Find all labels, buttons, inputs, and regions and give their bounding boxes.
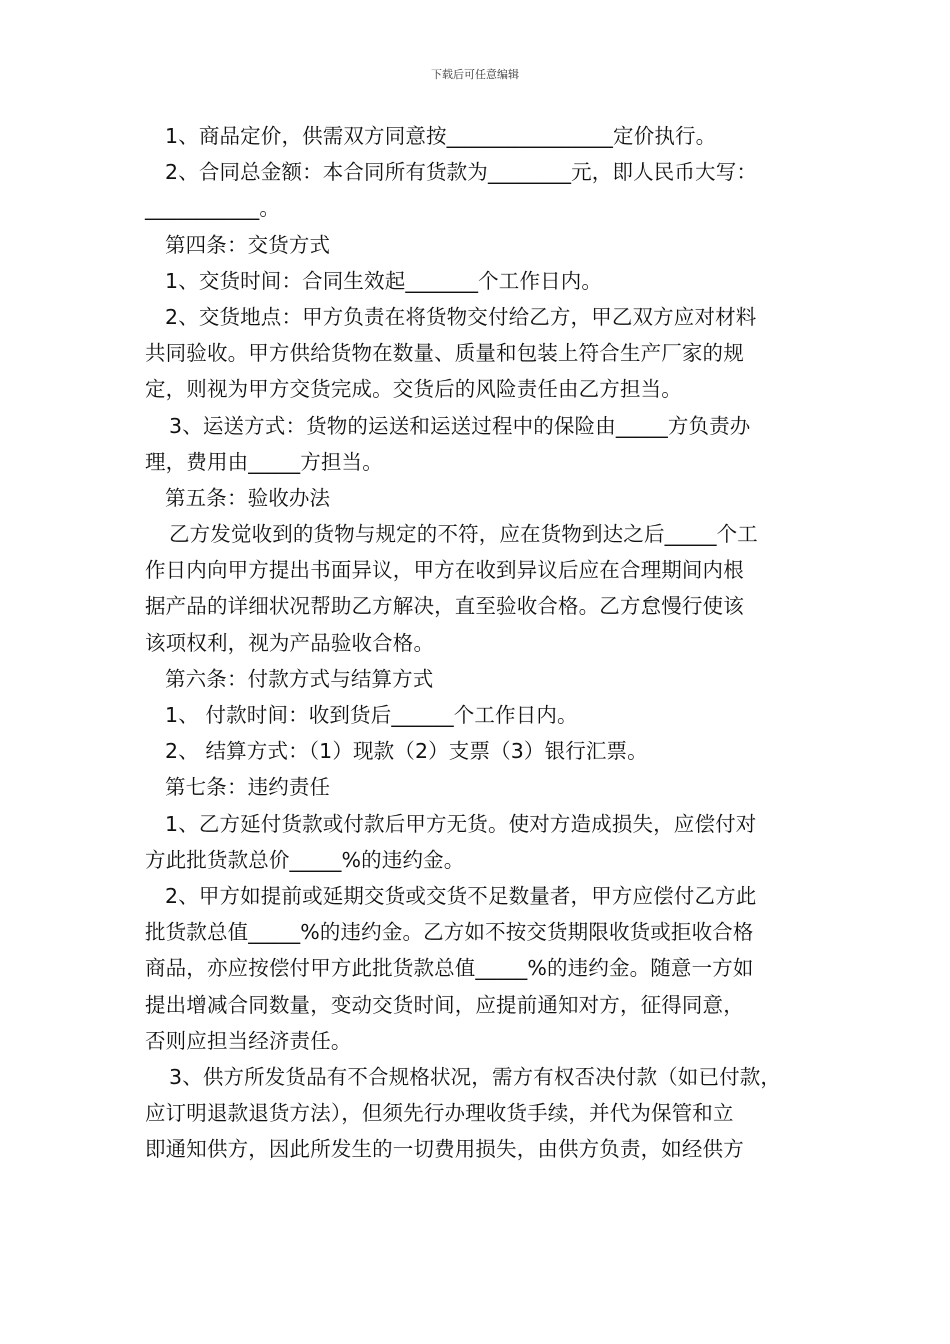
page-header: 下载后可任意编辑 bbox=[431, 68, 519, 81]
section-heading: 第四条：交货方式 bbox=[165, 232, 331, 257]
paragraph-line: 即通知供方，因此所发生的一切费用损失，由供方负责，如经供方 bbox=[145, 1137, 744, 1162]
paragraph-line: 1、商品定价，供需双方同意按________________定价执行。 bbox=[165, 124, 717, 148]
paragraph-line: 2、甲方如提前或延期交货或交货不足数量者，甲方应偿付乙方此 bbox=[165, 883, 757, 908]
paragraph-line: 3、供方所发货品有不合规格状况，需方有权否决付款（如已付款， bbox=[169, 1064, 782, 1089]
paragraph-line: ___________。 bbox=[145, 196, 281, 221]
paragraph-line: 否则应担当经济责任。 bbox=[145, 1028, 352, 1053]
paragraph-line: 商品，亦应按偿付甲方此批货款总值_____%的违约金。随意一方如 bbox=[145, 956, 754, 981]
paragraph-line: 2、 结算方式：（1）现款（2）支票（3）银行汇票。 bbox=[165, 739, 648, 764]
paragraph-line: 理，费用由_____方担当。 bbox=[145, 449, 383, 474]
section-heading: 第五条：验收办法 bbox=[165, 485, 331, 510]
paragraph-line: 共同验收。甲方供给货物在数量、质量和包装上符合生产厂家的规 bbox=[145, 341, 744, 366]
document-body bbox=[145, 118, 813, 1167]
paragraph-line: 提出增减合同数量，变动交货时间，应提前通知对方，征得同意， bbox=[145, 992, 744, 1017]
paragraph-line: 乙方发觉收到的货物与规定的不符，应在货物到达之后_____个工 bbox=[169, 522, 758, 547]
paragraph-line: 1、 付款时间：收到货后______个工作日内。 bbox=[165, 703, 578, 727]
paragraph-line: 该项权利，视为产品验收合格。 bbox=[145, 630, 435, 655]
paragraph-line: 应订明退款退货方法），但须先行办理收货手续，并代为保管和立 bbox=[145, 1101, 734, 1126]
section-heading: 第七条：违约责任 bbox=[165, 775, 331, 800]
paragraph-line: 3、运送方式：货物的运送和运送过程中的保险由_____方负责办 bbox=[169, 413, 751, 438]
paragraph-line: 批货款总值_____%的违约金。乙方如不按交货期限收货或拒收合格 bbox=[145, 920, 754, 945]
paragraph-line: 2、交货地点：甲方负责在将货物交付给乙方，甲乙双方应对材料 bbox=[165, 304, 757, 329]
paragraph-line: 1、乙方延付货款或付款后甲方无货。使对方造成损失，应偿付对 bbox=[165, 811, 757, 836]
paragraph-line: 1、交货时间：合同生效起_______个工作日内。 bbox=[165, 268, 603, 293]
paragraph-line: 据产品的详细状况帮助乙方解决，直至验收合格。乙方怠慢行使该 bbox=[145, 594, 744, 619]
paragraph-line: 方此批货款总价_____%的违约金。 bbox=[145, 847, 465, 872]
paragraph-line: 2、合同总金额：本合同所有货款为________元，即人民币大写： bbox=[165, 160, 757, 185]
section-heading: 第六条：付款方式与结算方式 bbox=[165, 666, 434, 691]
paragraph-line: 作日内向甲方提出书面异议，甲方在收到异议后应在合理期间内根 bbox=[145, 558, 744, 583]
paragraph-line: 定，则视为甲方交货完成。交货后的风险责任由乙方担当。 bbox=[145, 377, 682, 402]
